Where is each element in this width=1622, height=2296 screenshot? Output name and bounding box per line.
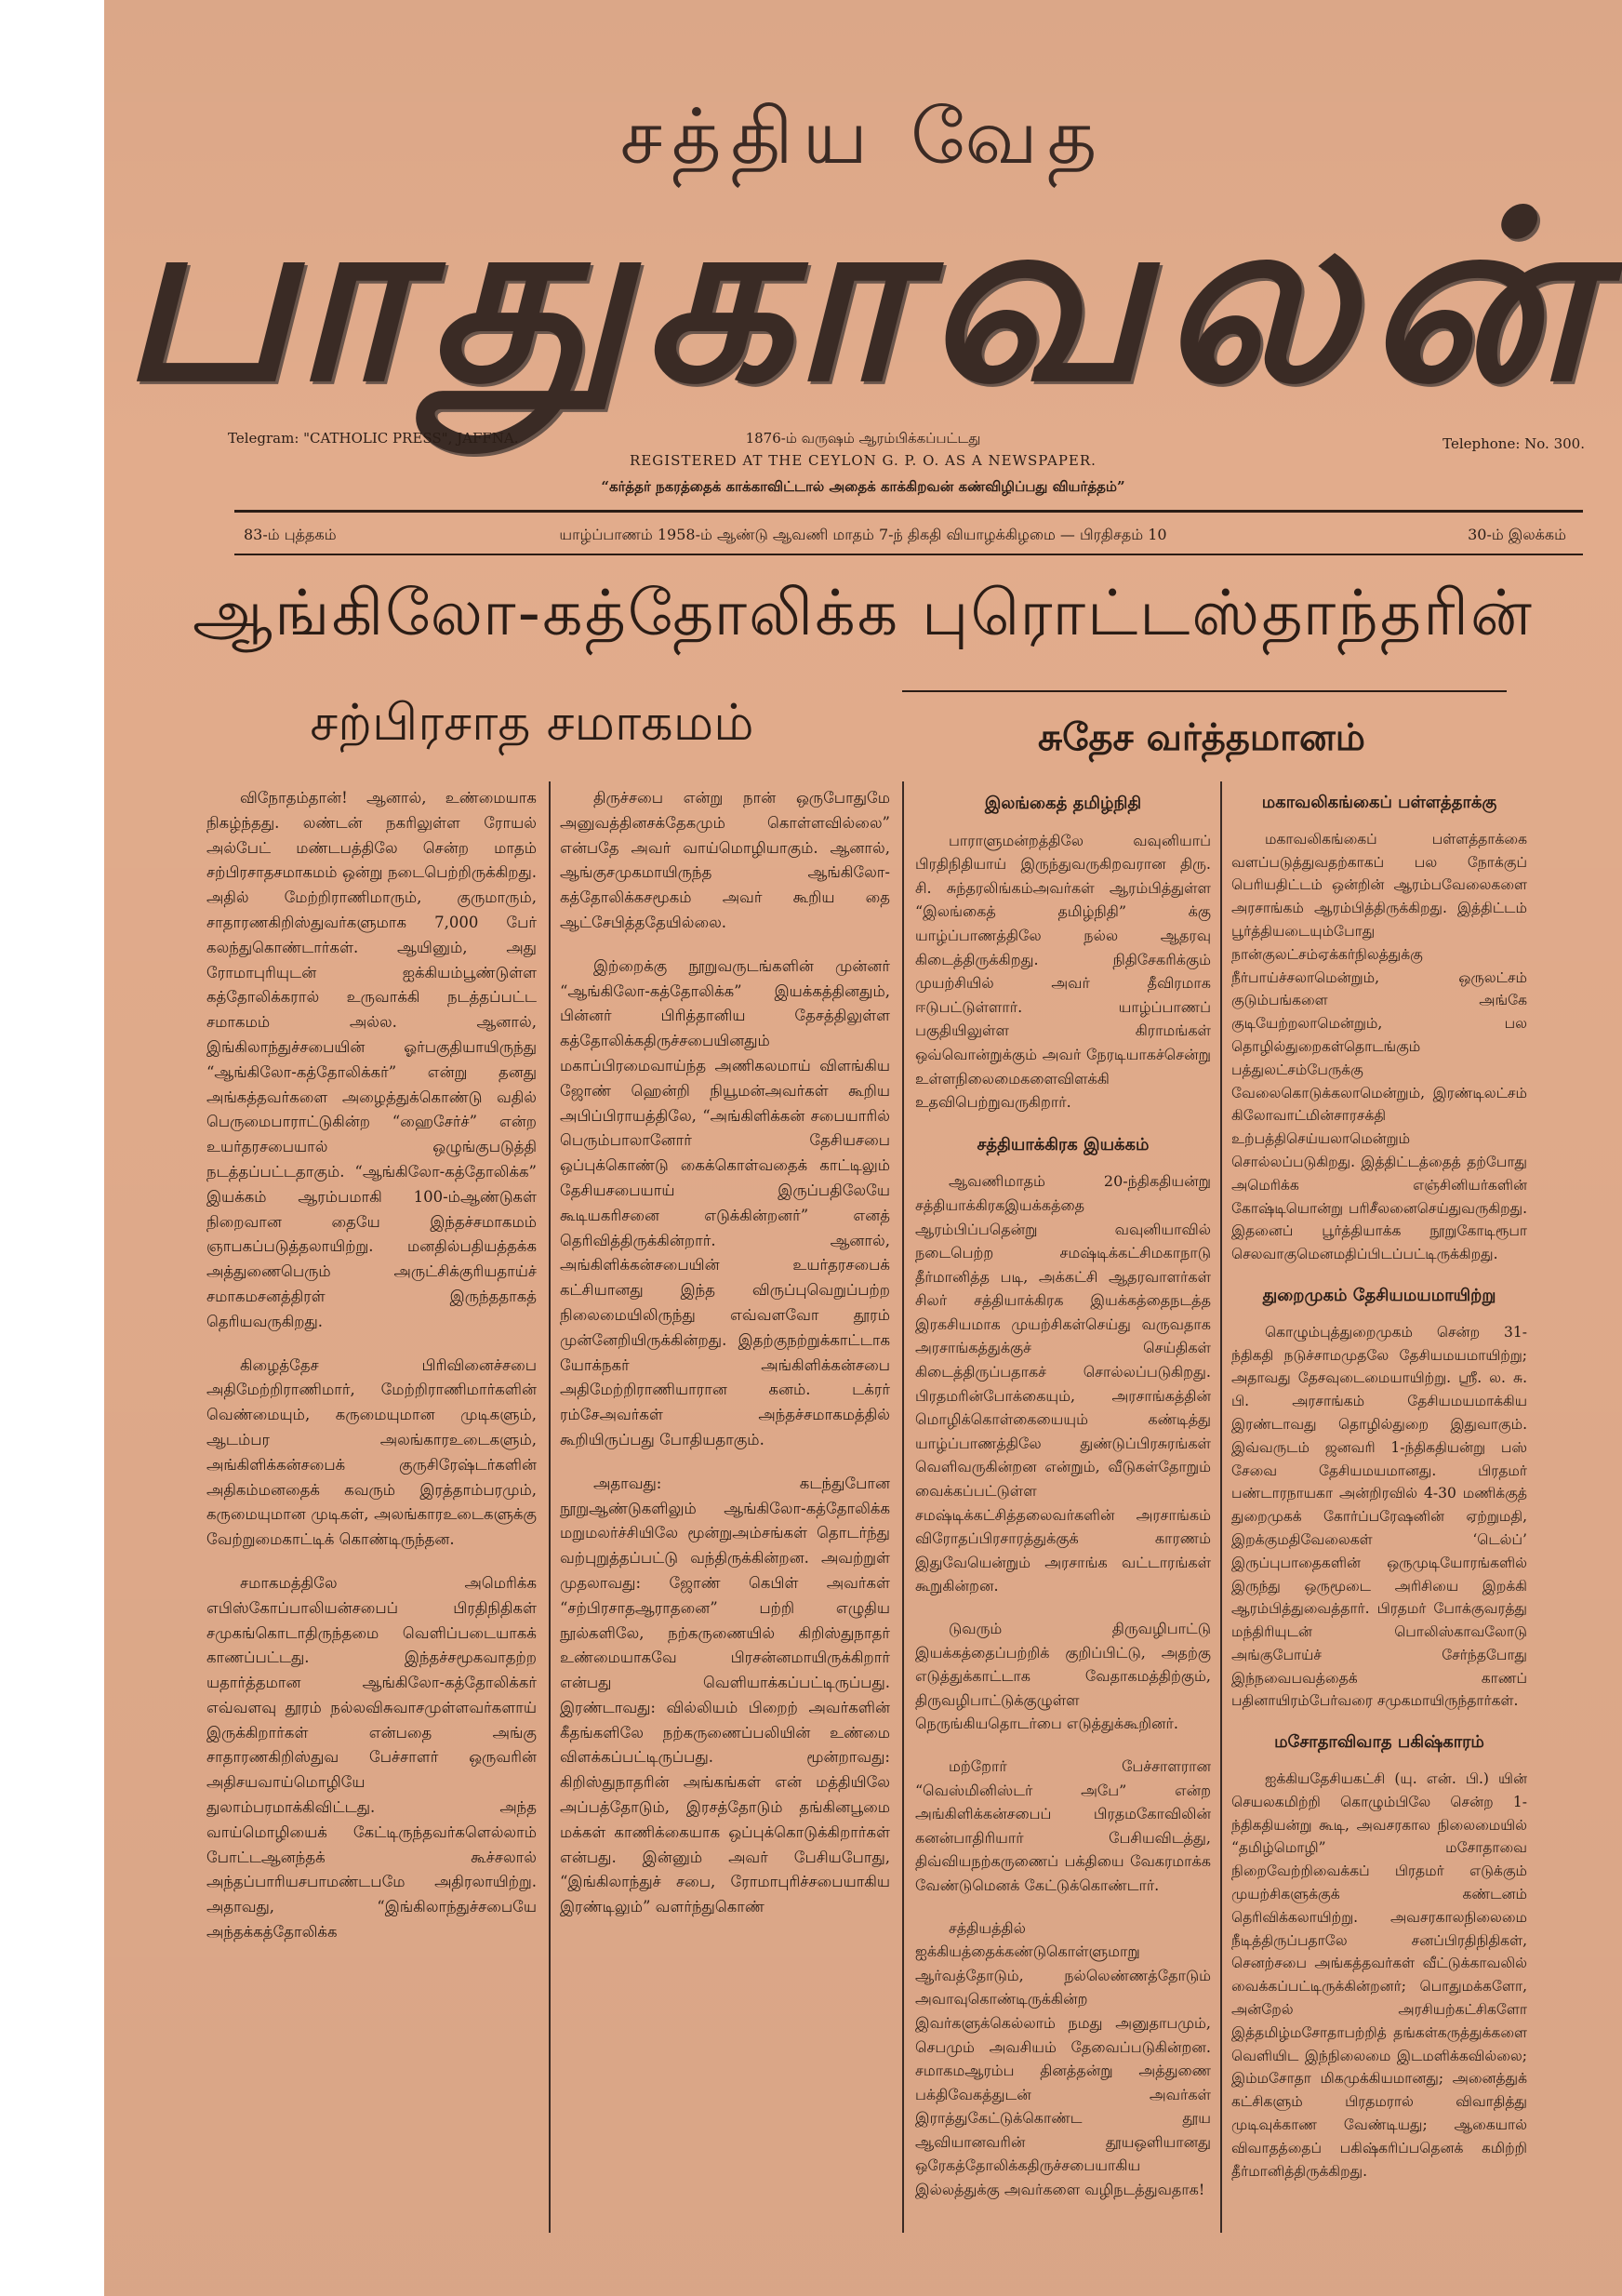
volume-number: 83-ம் புத்தகம்: [244, 526, 337, 543]
article-paragraph: கிழைத்தேச பிரிவினைச்சபை அதிமேற்றிராணிமார், மேற்றிராணிமார்களின் வெண்மையும், கருமையுமான முடிகளும், ஆடம்பர அலங்காரஉடைகளும், அங்கிளிக்கன்சபைக் குருசிரேஷ்டர்களின் அதிகம்மனதைக் கவரும் இரத்தாம்பரமும், கருமையுமான முடிகள், அலங்காரஉடைகளுக்கு வேற்றுமைகாட்டிக் கொண்டிருந்தன.: [206, 1355, 537, 1549]
article-paragraph: சத்தியத்தில் ஐக்கியத்தைக்கண்டுகொள்ளுமாறு ஆர்வத்தோடும், நல்லெண்ணத்தோடும் அவாவுகொண்டிருக்கின்ற இவர்களுக்கெல்லாம் நமது அனுதாபமும், செபமும் அவசியம் தேவைப்படுகின்றன. சமாகமஆரம்ப தினத்தன்று அத்துணை பக்திவேகத்துடன் அவர்கள் இராத்துகேட்டுக்கொண்ட தூய ஆவியானவரின் தூயஒளியானது ஒரேகத்தோலிக்கதிருச்சபையாகிய இல்லத்துக்கு அவர்களை வழிநடத்துவதாக!: [915, 1918, 1211, 2199]
main-headline: ஆங்கிலோ-கத்தோலிக்க புரொட்டஸ்தாந்தரின்: [193, 577, 1534, 650]
section-heading: இலங்கைத் தமிழ்நிதி: [984, 794, 1142, 813]
column-divider: [902, 781, 904, 2233]
column-2: [560, 786, 890, 1939]
registered-line: REGISTERED AT THE CEYLON G. P. O. AS A NEWSPAPER.: [630, 452, 1097, 469]
column-divider: [549, 781, 551, 2233]
section-heading: மசோதாவிவாத பகிஷ்காரம்: [1274, 1732, 1484, 1753]
issue-number: 30-ம் இலக்கம்: [1468, 526, 1566, 543]
telephone-number: Telephone: No. 300.: [1443, 435, 1585, 452]
right-section-rule: [902, 690, 1507, 692]
column-3: [915, 786, 1211, 2221]
telegram-address: Telegram: "CATHOLIC PRESS", JAFFNA.: [228, 430, 519, 447]
article-paragraph: மகாவலிகங்கைப் பள்ளத்தாக்கை வளப்படுத்துவதற்காகப் பல நோக்குப் பெரியதிட்டம் ஒன்றின் ஆரம்பவேலைகளை அரசாங்கம் ஆரம்பித்திருக்கிறது. இத்திட்டம் பூர்த்தியடையும்போது நான்குலட்சம்ஏக்கர்நிலத்துக்கு நீர்பாய்ச்சலாமென்றும், ஒருலட்சம் குடும்பங்களை அங்கே குடியேற்றலாமென்றும், பல தொழில்துறைகள்தொடங்கும் பத்துலட்சம்பேருக்கு வேலைகொடுக்கலாமென்றும், இரண்டிலட்சம் கிலோவாட்மின்சாரசக்தி உற்பத்திசெய்யலாமென்றும் சொல்லப்படுகிறது. இத்திட்டத்தைத் தற்போது அமெரிக்க எஞ்சினியர்களின் கோஷ்டியொன்று பரிசீலனைசெய்துவருகிறது. இதனைப் பூர்த்தியாக்க நூறுகோடிரூபா செலவாகுமெனமதிப்பிடப்பட்டிருக்கிறது.: [1231, 830, 1527, 1263]
article-paragraph: டுவரும் திருவழிபாட்டு இயக்கத்தைப்பற்றிக் குறிப்பிட்டு, அதற்கு எடுத்துக்காட்டாக வேதாகமத்திற்கும், திருவழிபாட்டுக்குழுள்ள நெருங்கியதொடர்பை எடுத்துக்கூறினர்.: [915, 1620, 1211, 1733]
article-paragraph: ஆவணிமாதம் 20-ந்திகதியன்று சத்தியாக்கிரகஇயக்கத்தை ஆரம்பிப்பதென்று வவுனியாவில் நடைபெற்ற சமஷ்டிக்கட்சிமகாநாடு தீர்மானித்த படி, அக்கட்சி ஆதரவாளர்கள் சிலர் சத்தியாக்கிரக இயக்கத்தைநடத்த இரகசியமாக முயற்சிகள்செய்து வருவதாக அரசாங்கத்துக்குச் செய்திகள் கிடைத்திருப்பதாகச் சொல்லப்படுகிறது. பிரதமரின்போக்கையும், அரசாங்கத்தின் மொழிக்கொள்கையையும் கண்டித்து யாழ்ப்பாணத்திலே துண்டுப்பிரசுரங்கள் வெளிவருகின்றன என்றும், வீடுகள்தோறும் வைக்கப்பட்டுள்ள சமஷ்டிக்கட்சித்தலைவர்களின் அரசாங்கம் விரோதப்பிரசாரத்துக்குக் காரணம் இதுவேயென்றும் அரசாங்க வட்டாரங்கள் கூறுகின்றன.: [915, 1172, 1211, 1595]
section-heading: மகாவலிகங்கைப் பள்ளத்தாக்கு: [1261, 793, 1497, 812]
founded-line: 1876-ம் வருஷம் ஆரம்பிக்கப்பட்டது: [745, 430, 981, 447]
section-heading: சத்தியாக்கிரக இயக்கம்: [977, 1134, 1150, 1155]
masthead-top-title: சத்திய வேத: [619, 93, 1107, 181]
subheadline-left: சற்பிரசாத சமாகமம்: [310, 693, 754, 752]
newspaper-page: [104, 0, 1622, 2296]
motto: “கர்த்தர் நகரத்தைக் காக்காவிட்டால் அதைக் காக்கிறவன் கண்விழிப்பது வியர்த்தம்”: [601, 478, 1125, 495]
subheadline-right: சுதேச வர்த்தமானம்: [1038, 716, 1365, 759]
column-4: [1231, 786, 1527, 2201]
article-paragraph: அதாவது: கடந்துபோன நூறுஆண்டுகளிலும் ஆங்கிலோ-கத்தோலிக்க மறுமலர்ச்சியிலே மூன்றுஅம்சங்கள் தொடர்ந்து வற்புறுத்தப்பட்டு வந்திருக்கின்றன. அவற்றுள் முதலாவது: ஜோண் கெபிள் அவர்கள் “சற்பிரசாதஆராதனை” பற்றி எழுதிய நூல்களிலே, நற்கருணையில் கிறிஸ்துநாதர் உண்மையாகவே பிரசன்னமாயிருக்கிறார் என்பது வெளியாக்கப்பட்டிருப்பது. இரண்டாவது: வில்லியம் பிறைற் அவர்களின் கீதங்களிலே நற்கருணைப்பலியின் உண்மை விளக்கப்பட்டிருப்பது. மூன்றாவது: கிறிஸ்துநாதரின் அங்கங்கள் என் மத்தியிலே அப்பத்தோடும், இரசத்தோடும் தங்கினபூமை மக்கள் காணிக்கையாக ஒப்புக்கொடுக்கிறார்கள் என்பது. இன்னும் அவர் பேசியபோது, “இங்கிலாந்துச் சபை, ரோமாபுரிச்சபையாகிய இரண்டிலும்” வளர்ந்துகொண்: [560, 1474, 890, 1916]
date-line: யாழ்ப்பாணம் 1958-ம் ஆண்டு ஆவணி மாதம் 7-ந் திகதி வியாழக்கிழமை — பிரதிசதம் 10: [559, 526, 1167, 543]
article-paragraph: விநோதம்தான்! ஆனால், உண்மையாக நிகழ்ந்தது. லண்டன் நகரிலுள்ள ரோயல் அல்பேட் மண்டபத்திலே சென்ற மாதம் சற்பிரசாதசமாகமம் ஒன்று நடைபெற்றிருக்கிறது. அதில் மேற்றிராணிமாரும், குருமாரும், சாதாரணகிறிஸ்துவர்களுமாக 7,000 பேர் கலந்துகொண்டார்கள். ஆயினும், அது ரோமாபுரியுடன் ஐக்கியம்பூண்டுள்ள கத்தோலிக்கரால் உருவாக்கி நடத்தப்பட்ட சமாகமம் அல்ல. ஆனால், இங்கிலாந்துச்சபையின் ஓர்பகுதியாயிருந்து “ஆங்கிலோ-கத்தோலிக்கர்” என்று தனது அங்கத்தவர்களை அழைத்துக்கொண்டு வதில் பெருமைபாராட்டுகின்ற “ஹைசேர்ச்” என்ற உயர்தரசபையால் ஒழுங்குபடுத்தி நடத்தப்பட்டதாகும். “ஆங்கிலோ-கத்தோலிக்க” இயக்கம் ஆரம்பமாகி 100-ம்ஆண்டுகள் நிறைவான தையே இந்தச்சமாகமம் ஞாபகப்படுத்தலாயிற்று. மனதில்பதியத்தக்க அத்துணைபெரும் அருட்சிக்குரியதாய்ச் சமாகமசனத்திரள் இருந்ததாகத் தெரியவருகிறது.: [206, 789, 537, 1330]
masthead-main-title: பாதுகாவலன்: [120, 162, 1606, 433]
section-heading: துறைமுகம் தேசியமயமாயிற்று: [1262, 1285, 1496, 1305]
article-paragraph: கொழும்புத்துறைமுகம் சென்ற 31-ந்திகதி நடுச்சாமமுதலே தேசியமயமாயிற்று; அதாவது தேசவுடைமையாயிற்று. ஸ்ரீ. ல. சு. பி. அரசாங்கம் தேசியமயமாக்கிய இரண்டாவது தொழில்துறை இதுவாகும். இவ்வருடம் ஜனவரி 1-ந்திகதியன்று பஸ் சேவை தேசியமயமானது. பிரதமர் பண்டாரநாயகா அன்றிரவில் 4-30 மணிக்குத் துறைமுகக் கோர்ப்பரேஷனின் ஏற்றுமதி, இறக்குமதிவேலைகள் ‘டெல்ப்’ இருப்புபாதைகளின் ஒருமுடியோரங்களில் இருந்து ஒருமூடை அரிசியை இறக்கி ஆரம்பித்துவைத்தார். பிரதமர் போக்குவரத்து மந்திரியுடன் பொலிஸ்காவலோடு அங்குபோய்ச் சேர்ந்தபோது இந்நவைபவத்தைக் காணப் பதினாயிரம்பேர்வரை சமுகமாயிருந்தார்கள்.: [1231, 1323, 1527, 1710]
bottom-rule: [234, 554, 1583, 555]
article-paragraph: திருச்சபை என்று நான் ஒருபோதுமே அனுவத்தினசக்தேகமும் கொள்ளவில்லை” என்பதே அவர் வாய்மொழியாகும். ஆனால், ஆங்குசமுகமாயிருந்த ஆங்கிலோ-கத்தோலிக்கசமூகம் அவர் கூறிய தை ஆட்சேபித்ததேயில்லை.: [560, 789, 890, 931]
article-paragraph: இற்றைக்கு நூறுவருடங்களின் முன்னர் “ஆங்கிலோ-கத்தோலிக்க” இயக்கத்தினதும், பின்னர் பிரித்தானிய தேசத்திலுள்ள கத்தோலிக்கதிருச்சபையினதும் மகாப்பிரமைவாய்ந்த அணிகலமாய் விளங்கிய ஜோண் ஹென்றி நியூமன்அவர்கள் கூறிய அபிப்பிராயத்திலே, “அங்கிளிக்கன் சபையாரில் பெரும்பாலானோர் தேசியசபை ஒப்புக்கொண்டு கைக்கொள்வதைக் காட்டிலும் தேசியசபையாய் இருப்பதிலேயே கூடியகரிசனை எடுக்கின்றனர்” எனத் தெரிவித்திருக்கின்றார். ஆனால், அங்கிளிக்கன்சபையின் உயர்தரசபைக் கட்சியானது இந்த விருப்புவெறுப்பற்ற நிலைமையிலிருந்து எவ்வளவோ தூரம் முன்னேறியிருக்கின்றது. இதற்குநற்றுக்காட்டாக யோக்நகர் அங்கிளிக்கன்சபை அதிமேற்றிராணியாரான கனம். டக்ரர் ரம்சேஅவர்கள் அந்தச்சமாகமத்தில் கூறியிருப்பது போதியதாகும்.: [560, 956, 890, 1448]
column-1: [206, 786, 537, 1964]
article-paragraph: சமாகமத்திலே அமெரிக்க எபிஸ்கோப்பாலியன்சபைப் பிரதிநிதிகள் சமுகங்கொடாதிருந்தமை வெளிப்படையாகக் காணப்பட்டது. இந்தச்சமூகவாதற்ற யதார்த்தமான ஆங்கிலோ-கத்தோலிக்கர் எவ்வளவு தூரம் நல்லவிசுவாசமுள்ளவர்களாய் இருக்கிறார்கள் என்பதை அங்கு சாதாரணகிறிஸ்துவ பேச்சாளர் ஒருவரின் அதிசயவாய்மொழியே துலாம்பரமாக்கிவிட்டது. அந்த வாய்மொழியைக் கேட்டிருந்தவர்களெல்லாம் போட்டஆனந்தக் கூச்சலால் அந்தப்பாரியசபாமண்டபமே அதிரலாயிற்று. அதாவது, “இங்கிலாந்துச்சபையே அந்தக்கத்தோலிக்க: [206, 1573, 537, 1942]
article-paragraph: ஐக்கியதேசியகட்சி (யு. என். பி.) யின் செயலகமிற்றி கொழும்பிலே சென்ற 1-ந்திகதியன்று கூடி, அவசரகால நிலைமையில் “தமிழ்மொழி” மசோதாவை நிறைவேற்றிவைக்கப் பிரதமர் எடுக்கும் முயற்சிகளுக்குக் கண்டனம் தெரிவிக்கலாயிற்று. அவசரகாலநிலைமை நீடித்திருப்பதாலே சனப்பிரதிநிதிகள், செனற்சபை அங்கத்தவர்கள் வீட்டுக்காவலில் வைக்கப்பட்டிருக்கின்றனர்; பொதுமக்களோ, அன்றேல் அரசியற்கட்சிகளோ இத்தமிழ்மசோதாபற்றித் தங்கள்கருத்துக்களை வெளியிட இந்நிலைமை இடமளிக்கவில்லை; இம்மசோதா மிகமுக்கியமானது; அனைத்துக் கட்சிகளும் பிரதமரால் விவாதித்து முடிவுக்காண வேண்டியது; ஆகையால் விவாதத்தைப் பகிஷ்கரிப்பதெனக் கமிற்றி தீர்மானித்திருக்கிறது.: [1231, 1770, 1527, 2180]
column-divider: [1220, 781, 1222, 2233]
article-paragraph: மற்றோர் பேச்சாளரான “வெஸ்மினிஸ்டர் அபே” என்ற அங்கிளிக்கன்சபைப் பிரதமகோவிலின் கனன்பாதிரியார் பேசியவிடத்து, திவ்வியநற்கருணைப் பக்தியை வேகரமாக்க வேண்டுமெனக் கேட்டுக்கொண்டார்.: [915, 1756, 1211, 1894]
top-rule: [234, 510, 1583, 513]
article-paragraph: பாராளுமன்றத்திலே வவுனியாப் பிரதிநிதியாய் இருந்துவருகிறவரான திரு. சி. சுந்தரலிங்கம்அவர்கள் ஆரம்பித்துள்ள “இலங்கைத் தமிழ்நிதி” க்கு யாழ்ப்பாணத்திலே நல்ல ஆதரவு கிடைத்திருக்கிறது. நிதிசேகரிக்கும் முயற்சியில் அவர் தீவிரமாக ஈடுபட்டுள்ளார். யாழ்ப்பாணப் பகுதியிலுள்ள கிராமங்கள் ஒவ்வொன்றுக்கும் அவர் நேரடியாகச்சென்று உள்ளநிலைமைகளைவிளக்கி உதவிபெற்றுவருகிறார்.: [915, 831, 1211, 1112]
